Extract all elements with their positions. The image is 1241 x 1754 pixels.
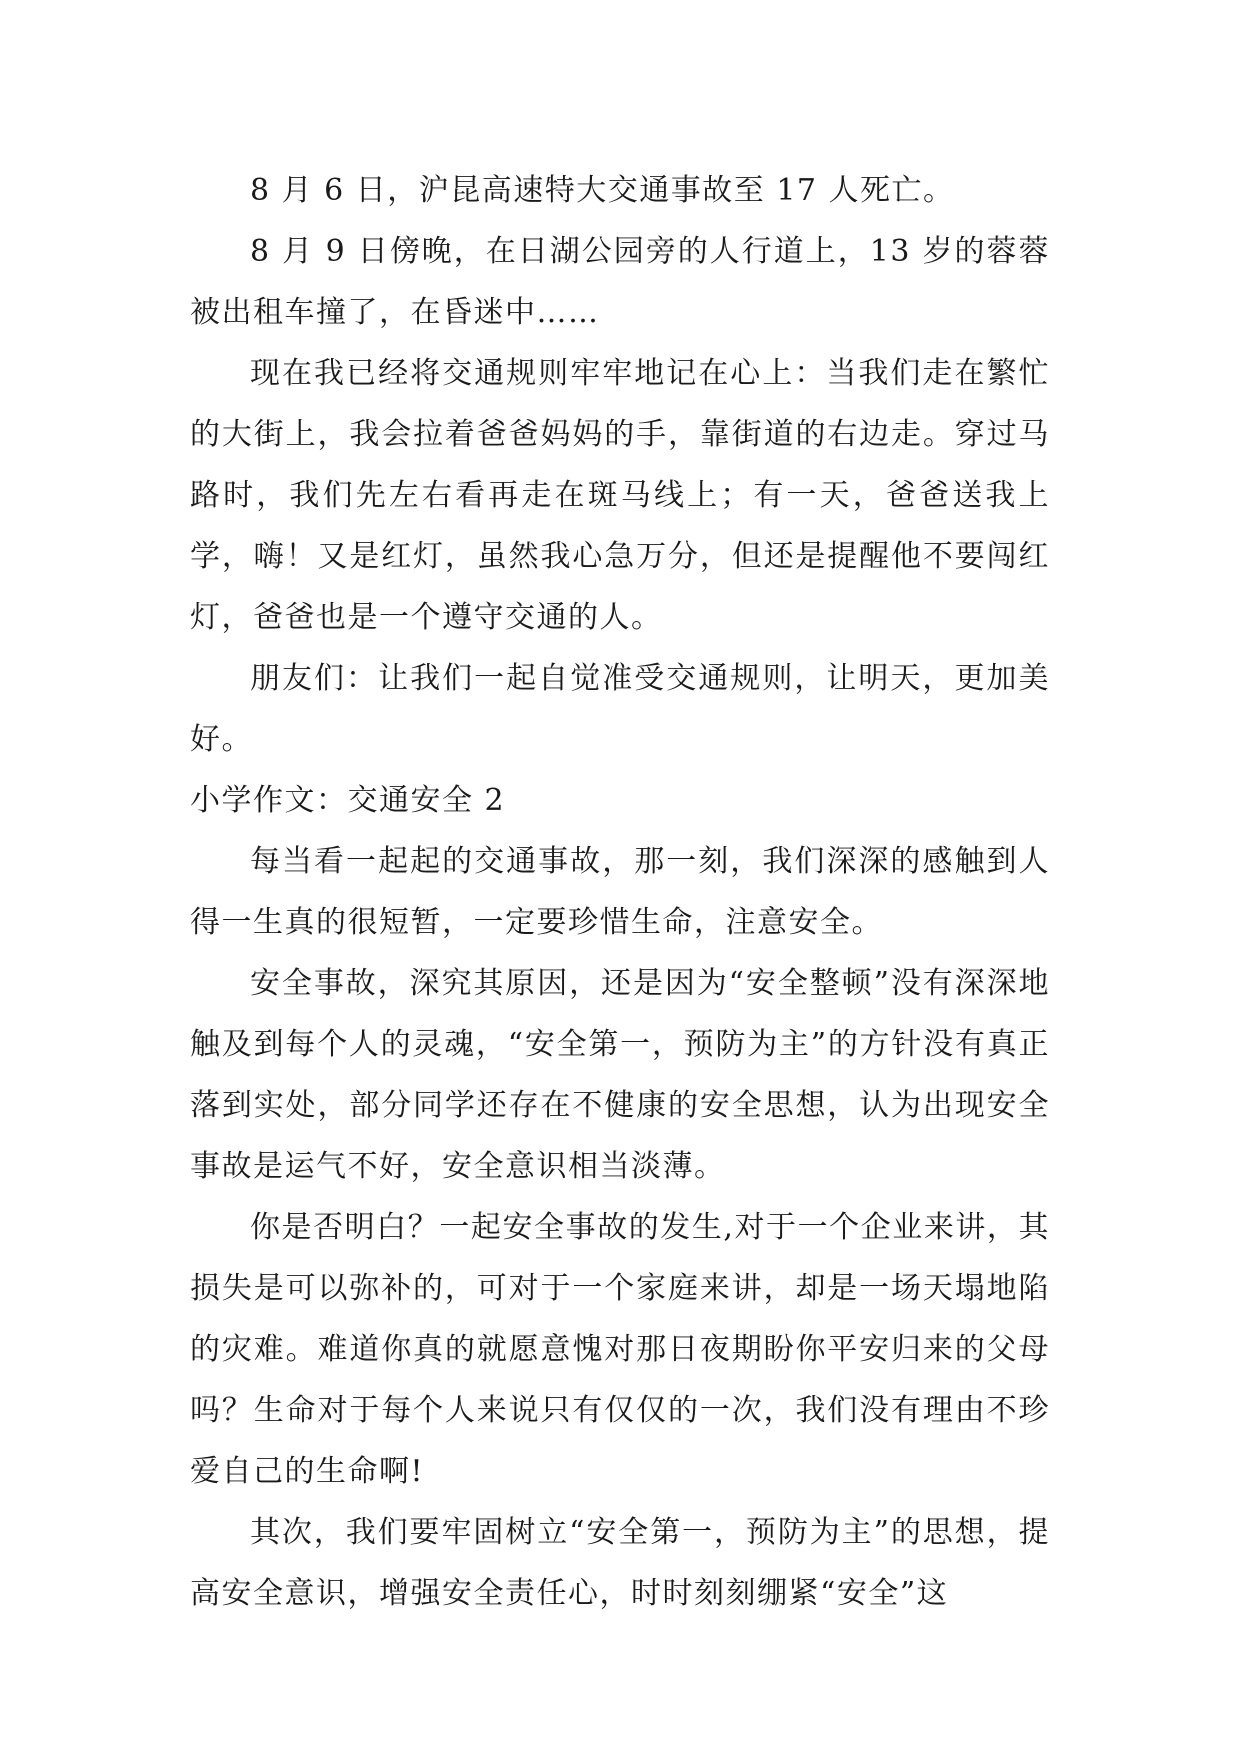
paragraph-cherish-life: 每当看一起起的交通事故，那一刻，我们深深的感触到人得一生真的很短暂，一定要珍惜生命，注意安全。 [190, 844, 1050, 940]
paragraph-friends-call: 朋友们：让我们一起自觉准受交通规则，让明天，更加美好。 [190, 661, 1050, 757]
paragraph-safety-first: 其次，我们要牢固树立“安全第一，预防为主”的思想，提高安全意识，增强安全责任心，时时刻刻绷紧“安全”这 [190, 1515, 1050, 1611]
paragraph-safety-causes: 安全事故，深究其原因，还是因为“安全整顿”没有深深地触及到每个人的灵魂，“安全第一，预防为主”的方针没有真正落到实处，部分同学还存在不健康的安全思想，认为出现安全事故是运气不好，安全意识相当淡薄。 [190, 966, 1050, 1184]
paragraph-rongrong-accident: 8 月 9 日傍晚，在日湖公园旁的人行道上，13 岁的蓉蓉被出租车撞了，在昏迷中…… [190, 234, 1050, 330]
paragraph-accident-date: 8 月 6 日，沪昆高速特大交通事故至 17 人死亡。 [250, 173, 955, 208]
paragraph-traffic-rules: 现在我已经将交通规则牢牢地记在心上：当我们走在繁忙的大街上，我会拉着爸爸妈妈的手，靠街道的右边走。穿过马路时，我们先左右看再走在斑马线上；有一天，爸爸送我上学，嗨！又是红灯，虽然我心急万分，但还是提醒他不要闯红灯，爸爸也是一个遵守交通的人。 [190, 356, 1050, 635]
paragraph-family-loss: 你是否明白？一起安全事故的发生,对于一个企业来讲，其损失是可以弥补的，可对于一个家庭来讲，却是一场天塌地陷的灾难。难道你真的就愿意愧对那日夜期盼你平安归来的父母吗？生命对于每个人来说只有仅仅的一次，我们没有理由不珍爱自己的生命啊! [190, 1210, 1050, 1489]
document-page [190, 160, 1050, 1624]
section-heading: 小学作文：交通安全 2 [190, 783, 506, 818]
